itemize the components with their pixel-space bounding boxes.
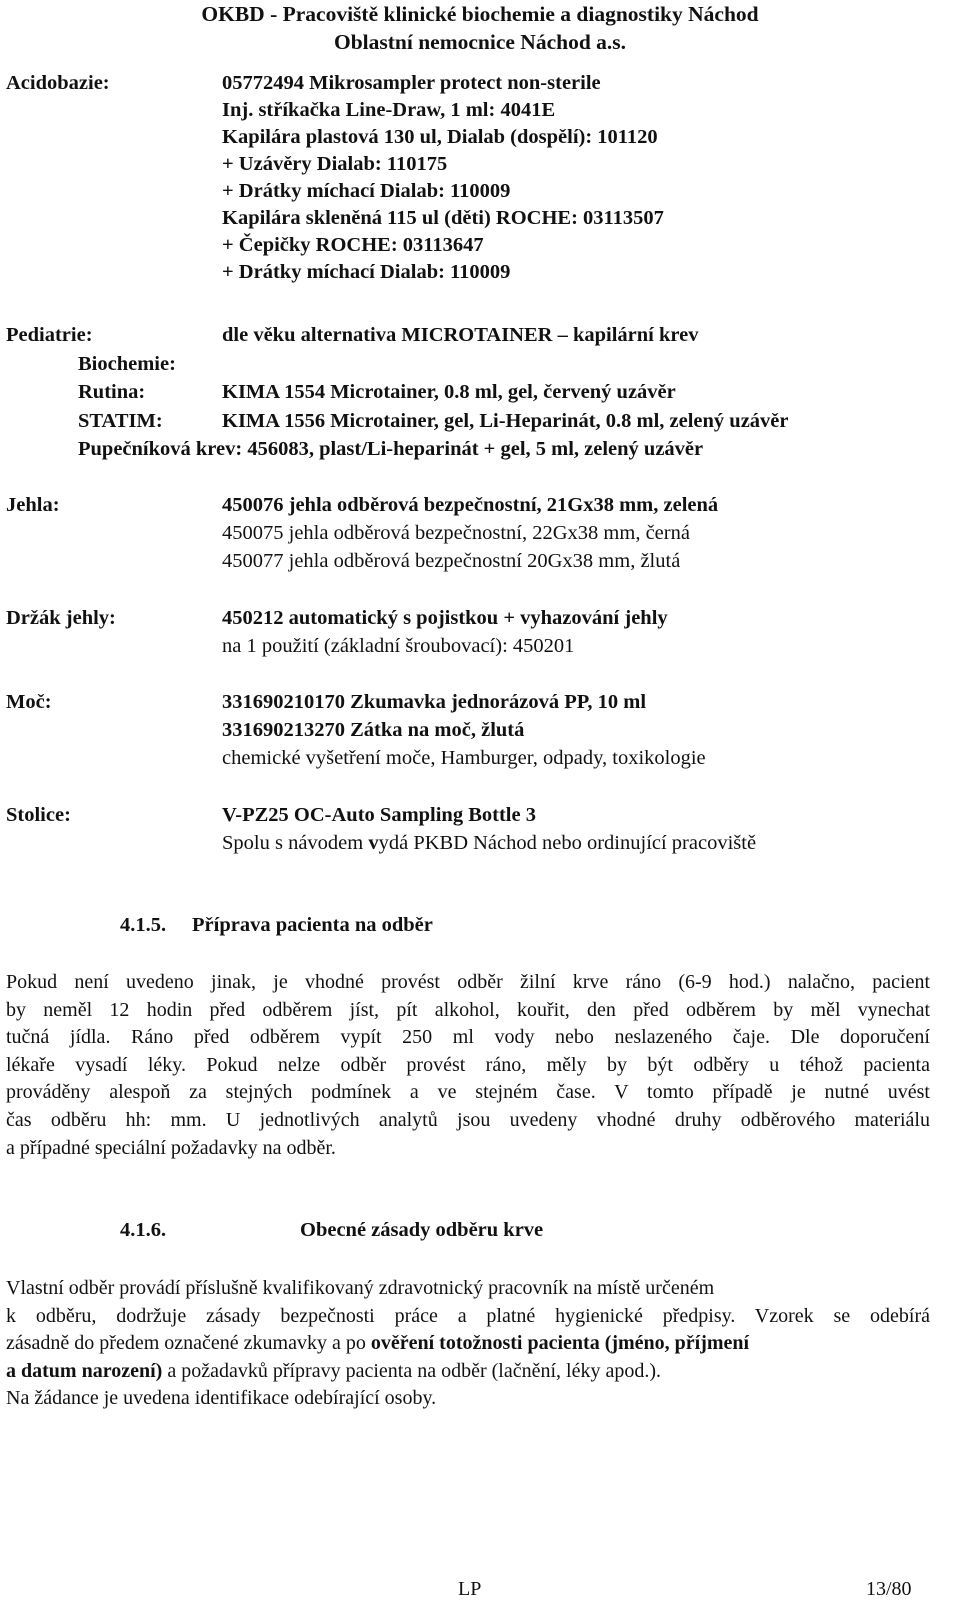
stolice-line2-post: ydá PKBD Náchod nebo ordinující pracoviště — [378, 832, 757, 854]
stolice-label: Stolice: — [6, 804, 71, 826]
acidobazie-label: Acidobazie: — [6, 72, 110, 94]
drzak-line2: na 1 použití (základní šroubovací): 450201 — [222, 635, 575, 657]
section-416-number: 4.1.6. — [120, 1219, 167, 1241]
section-415-paragraph — [6, 969, 930, 1162]
statim-label: STATIM: — [78, 410, 163, 432]
moc-line2: 331690213270 Zátka na moč, žlutá — [222, 719, 525, 741]
paragraph-line-bold: ověření totožnosti pacienta (jméno, příjmení — [370, 1332, 750, 1355]
acidobazie-item: + Čepičky ROCHE: 03113647 — [222, 234, 484, 256]
jehla-item: 450075 jehla odběrová bezpečnostní, 22Gx38 mm, černá — [222, 522, 690, 544]
pediatrie-label: Pediatrie: — [6, 324, 93, 346]
pediatrie-text: dle věku alternativa MICROTAINER – kapilární krev — [222, 324, 699, 346]
footer-page-number: 13/80 — [866, 1578, 912, 1600]
section-415-title: Příprava pacienta na odběr — [192, 914, 433, 936]
stolice-line2 — [222, 832, 756, 855]
paragraph-line-post: a požadavků přípravy pacienta na odběr (lačnění, léky apod.). — [162, 1359, 661, 1382]
acidobazie-list — [222, 70, 664, 286]
paragraph-line: prováděny alespoň za stejných podmínek a ve stejném čase. V tomto případě je nutné uvést — [6, 1081, 930, 1104]
paragraph-line: Vlastní odběr provádí příslušně kvalifikovaný zdravotnický pracovník na místě určeném — [6, 1277, 715, 1299]
drzak-label: Držák jehly: — [6, 607, 116, 629]
footer-lp: LP — [458, 1578, 482, 1600]
rutina-text: KIMA 1554 Microtainer, 0.8 ml, gel, červený uzávěr — [222, 381, 676, 403]
paragraph-line — [6, 1330, 930, 1358]
pupecnikova-krev: Pupečníková krev: 456083, plast/Li-heparinát + gel, 5 ml, zelený uzávěr — [78, 438, 704, 460]
acidobazie-item: 05772494 Mikrosampler protect non-sterile — [222, 72, 601, 94]
stolice-line2-bold: v — [368, 832, 379, 854]
paragraph-line: Na žádance je uvedena identifikace odebírající osoby. — [6, 1387, 437, 1410]
paragraph-line: a případné speciální požadavky na odběr. — [6, 1136, 336, 1159]
stolice-line1: V-PZ25 OC-Auto Sampling Bottle 3 — [222, 804, 536, 826]
jehla-item: 450077 jehla odběrová bezpečnostní 20Gx38 mm, žlutá — [222, 550, 681, 572]
paragraph-line-pre: zásadně do předem označené zkumavky a po — [6, 1332, 371, 1355]
paragraph-line: Pokud není uvedeno jinak, je vhodné provést odběr žilní krve ráno (6-9 hod.) nalačno, pacient — [6, 971, 930, 993]
paragraph-line: k odběru, dodržuje zásady bezpečnosti práce a platné hygienické předpisy. Vzorek se odebírá — [6, 1304, 930, 1327]
acidobazie-item: + Drátky míchací Dialab: 110009 — [222, 261, 511, 283]
statim-text: KIMA 1556 Microtainer, gel, Li-Heparinát, 0.8 ml, zelený uzávěr — [222, 410, 789, 432]
acidobazie-item: Kapilára skleněná 115 ul (děti) ROCHE: 03113507 — [222, 207, 664, 229]
drzak-line1: 450212 automatický s pojistkou + vyhazování jehly — [222, 607, 668, 629]
moc-line1: 331690210170 Zkumavka jednorázová PP, 10 ml — [222, 691, 647, 713]
section-416-title: Obecné zásady odběru krve — [300, 1219, 544, 1241]
acidobazie-item: Kapilára plastová 130 ul, Dialab (dospělí): 101120 — [222, 126, 658, 148]
paragraph-line: tučná jídla. Ráno před odběrem vypít 250 ml vody nebo neslazeného čaje. Dle doporučení — [6, 1026, 930, 1049]
section-415-number: 4.1.5. — [120, 914, 167, 936]
paragraph-line: by neměl 12 hodin před odběrem jíst, pít alkohol, kouřit, den před odběrem by měl vynechat — [6, 998, 930, 1021]
document-header-line2: Oblastní nemocnice Náchod a.s. — [333, 30, 627, 54]
moc-line3: chemické vyšetření moče, Hamburger, odpady, toxikologie — [222, 747, 706, 769]
paragraph-line-bold: a datum narození) — [6, 1359, 163, 1382]
stolice-line2-pre: Spolu s návodem — [222, 832, 369, 854]
acidobazie-item: + Drátky míchací Dialab: 110009 — [222, 180, 511, 202]
acidobazie-item: Inj. stříkačka Line-Draw, 1 ml: 4041E — [222, 99, 556, 121]
biochemie-label: Biochemie: — [78, 353, 176, 375]
paragraph-line: čas odběru hh: mm. U jednotlivých analytů jsou uvedeny vhodné druhy odběrového materiálu — [6, 1108, 930, 1131]
rutina-label: Rutina: — [78, 381, 146, 403]
paragraph-line — [6, 1358, 930, 1386]
document-header-line1: OKBD - Pracoviště klinické biochemie a diagnostiky Náchod — [201, 2, 759, 26]
paragraph-line: lékaře vysadí léky. Pokud nelze odběr provést ráno, měly by být odběry u téhož pacienta — [6, 1053, 930, 1076]
jehla-label: Jehla: — [6, 494, 60, 516]
acidobazie-item: + Uzávěry Dialab: 110175 — [222, 153, 448, 175]
jehla-item: 450076 jehla odběrová bezpečnostní, 21Gx38 mm, zelená — [222, 494, 719, 516]
section-416-paragraph — [6, 1275, 930, 1413]
moc-label: Moč: — [6, 691, 52, 713]
